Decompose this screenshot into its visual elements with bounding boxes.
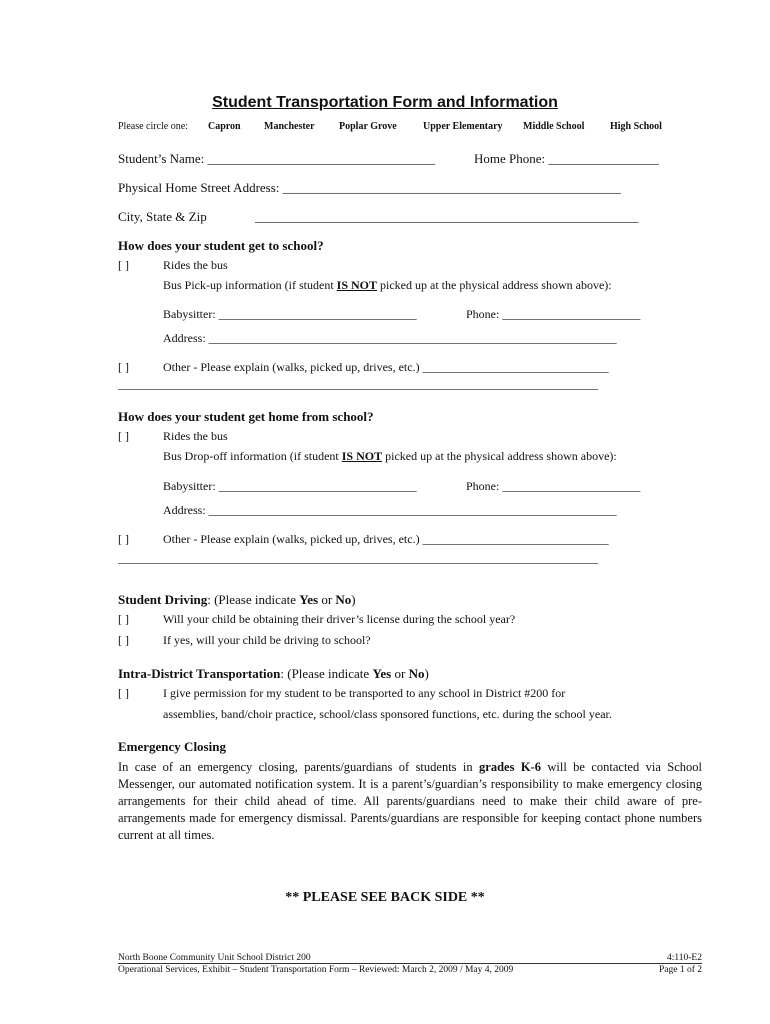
from-school-other-checkbox[interactable]: [ ] [118,532,129,546]
student-driving-heading: Student Driving: (Please indicate Yes or No) [118,592,356,607]
school-option-capron[interactable]: Capron [208,121,241,132]
form-title: Student Transportation Form and Information [212,94,558,111]
see-back-side-notice: ** PLEASE SEE BACK SIDE ** [285,890,485,905]
from-school-other-continuation[interactable]: ________________________________________________________________________________ [118,551,598,565]
emergency-closing-heading: Emergency Closing [118,739,226,754]
intra-district-permission-line2: assemblies, band/choir practice, school/class sponsored functions, etc. during the school year. [163,707,612,721]
driving-license-checkbox[interactable]: [ ] [118,612,129,626]
footer-review-info: Operational Services, Exhibit – Student Transportation Form – Reviewed: March 2, 2009 / May 4, 2009 [118,965,514,975]
footer-page-number: Page 1 of 2 [658,965,702,975]
school-option-manchester[interactable]: Manchester [264,121,315,132]
to-school-babysitter-field[interactable]: Babysitter: _________________________________ [163,307,417,321]
from-school-heading: How does your student get home from school? [118,409,374,424]
emergency-closing-paragraph: In case of an emergency closing, parents/guardians of students in grades K-6 will be contacted via School Messenger, our automated notification system. It is a parent’s/guardian’s responsibility to make emergency closing arrangements for their child ahead of time. All parents/guardians need to make their child aware of pre-arrangements made for emergency dismissal. Parents/guardians are responsible for keeping contact phone numbers current at all times. [118,760,702,842]
street-address-field[interactable]: Physical Home Street Address: ____________________________________________________ [118,180,621,195]
school-option-poplar-grove[interactable]: Poplar Grove [339,121,397,132]
intra-district-permission-line1: I give permission for my student to be transported to any school in District #200 for [163,686,566,700]
from-school-phone-field[interactable]: Phone: _______________________ [466,479,641,493]
school-option-upper-elementary[interactable]: Upper Elementary [423,121,503,132]
from-school-bus-checkbox[interactable]: [ ] [118,429,129,443]
to-school-other-continuation[interactable]: ________________________________________________________________________________ [118,377,598,391]
student-name-field[interactable]: Student’s Name: ___________________________________ [118,151,436,166]
dropoff-info-line: Bus Drop-off information (if student IS NOT picked up at the physical address shown above): [163,449,617,463]
from-school-address-field[interactable]: Address: ____________________________________________________________________ [163,503,617,517]
driving-to-school-question: If yes, will your child be driving to school? [163,633,371,647]
to-school-address-field[interactable]: Address: ____________________________________________________________________ [163,331,617,345]
to-school-other-checkbox[interactable]: [ ] [118,360,129,374]
from-school-bus-label: Rides the bus [163,429,228,443]
to-school-bus-label: Rides the bus [163,258,228,272]
driving-to-school-checkbox[interactable]: [ ] [118,633,129,647]
to-school-bus-checkbox[interactable]: [ ] [118,258,129,272]
footer-policy-code: 4:110-E2 [666,953,702,963]
pickup-info-line: Bus Pick-up information (if student IS NOT picked up at the physical address shown above): [163,278,612,292]
school-option-high-school[interactable]: High School [610,121,662,132]
from-school-babysitter-field[interactable]: Babysitter: _________________________________ [163,479,417,493]
school-option-middle-school[interactable]: Middle School [523,121,585,132]
to-school-other-field[interactable]: Other - Please explain (walks, picked up, drives, etc.) _______________________________ [163,360,609,374]
footer-district: North Boone Community Unit School District 200 [118,953,311,963]
driving-license-question: Will your child be obtaining their driver’s license during the school year? [163,612,516,626]
intra-district-heading: Intra-District Transportation: (Please indicate Yes or No) [118,666,429,681]
to-school-heading: How does your student get to school? [118,238,324,253]
home-phone-field[interactable]: Home Phone: _________________ [474,151,659,166]
from-school-other-field[interactable]: Other - Please explain (walks, picked up, drives, etc.) _______________________________ [163,532,609,546]
to-school-phone-field[interactable]: Phone: _______________________ [466,307,641,321]
city-state-zip-label: City, State & Zip [118,209,207,224]
city-state-zip-field[interactable]: ___________________________________________________________ [255,209,639,224]
circle-prompt: Please circle one: [118,121,188,132]
intra-district-checkbox[interactable]: [ ] [118,686,129,700]
